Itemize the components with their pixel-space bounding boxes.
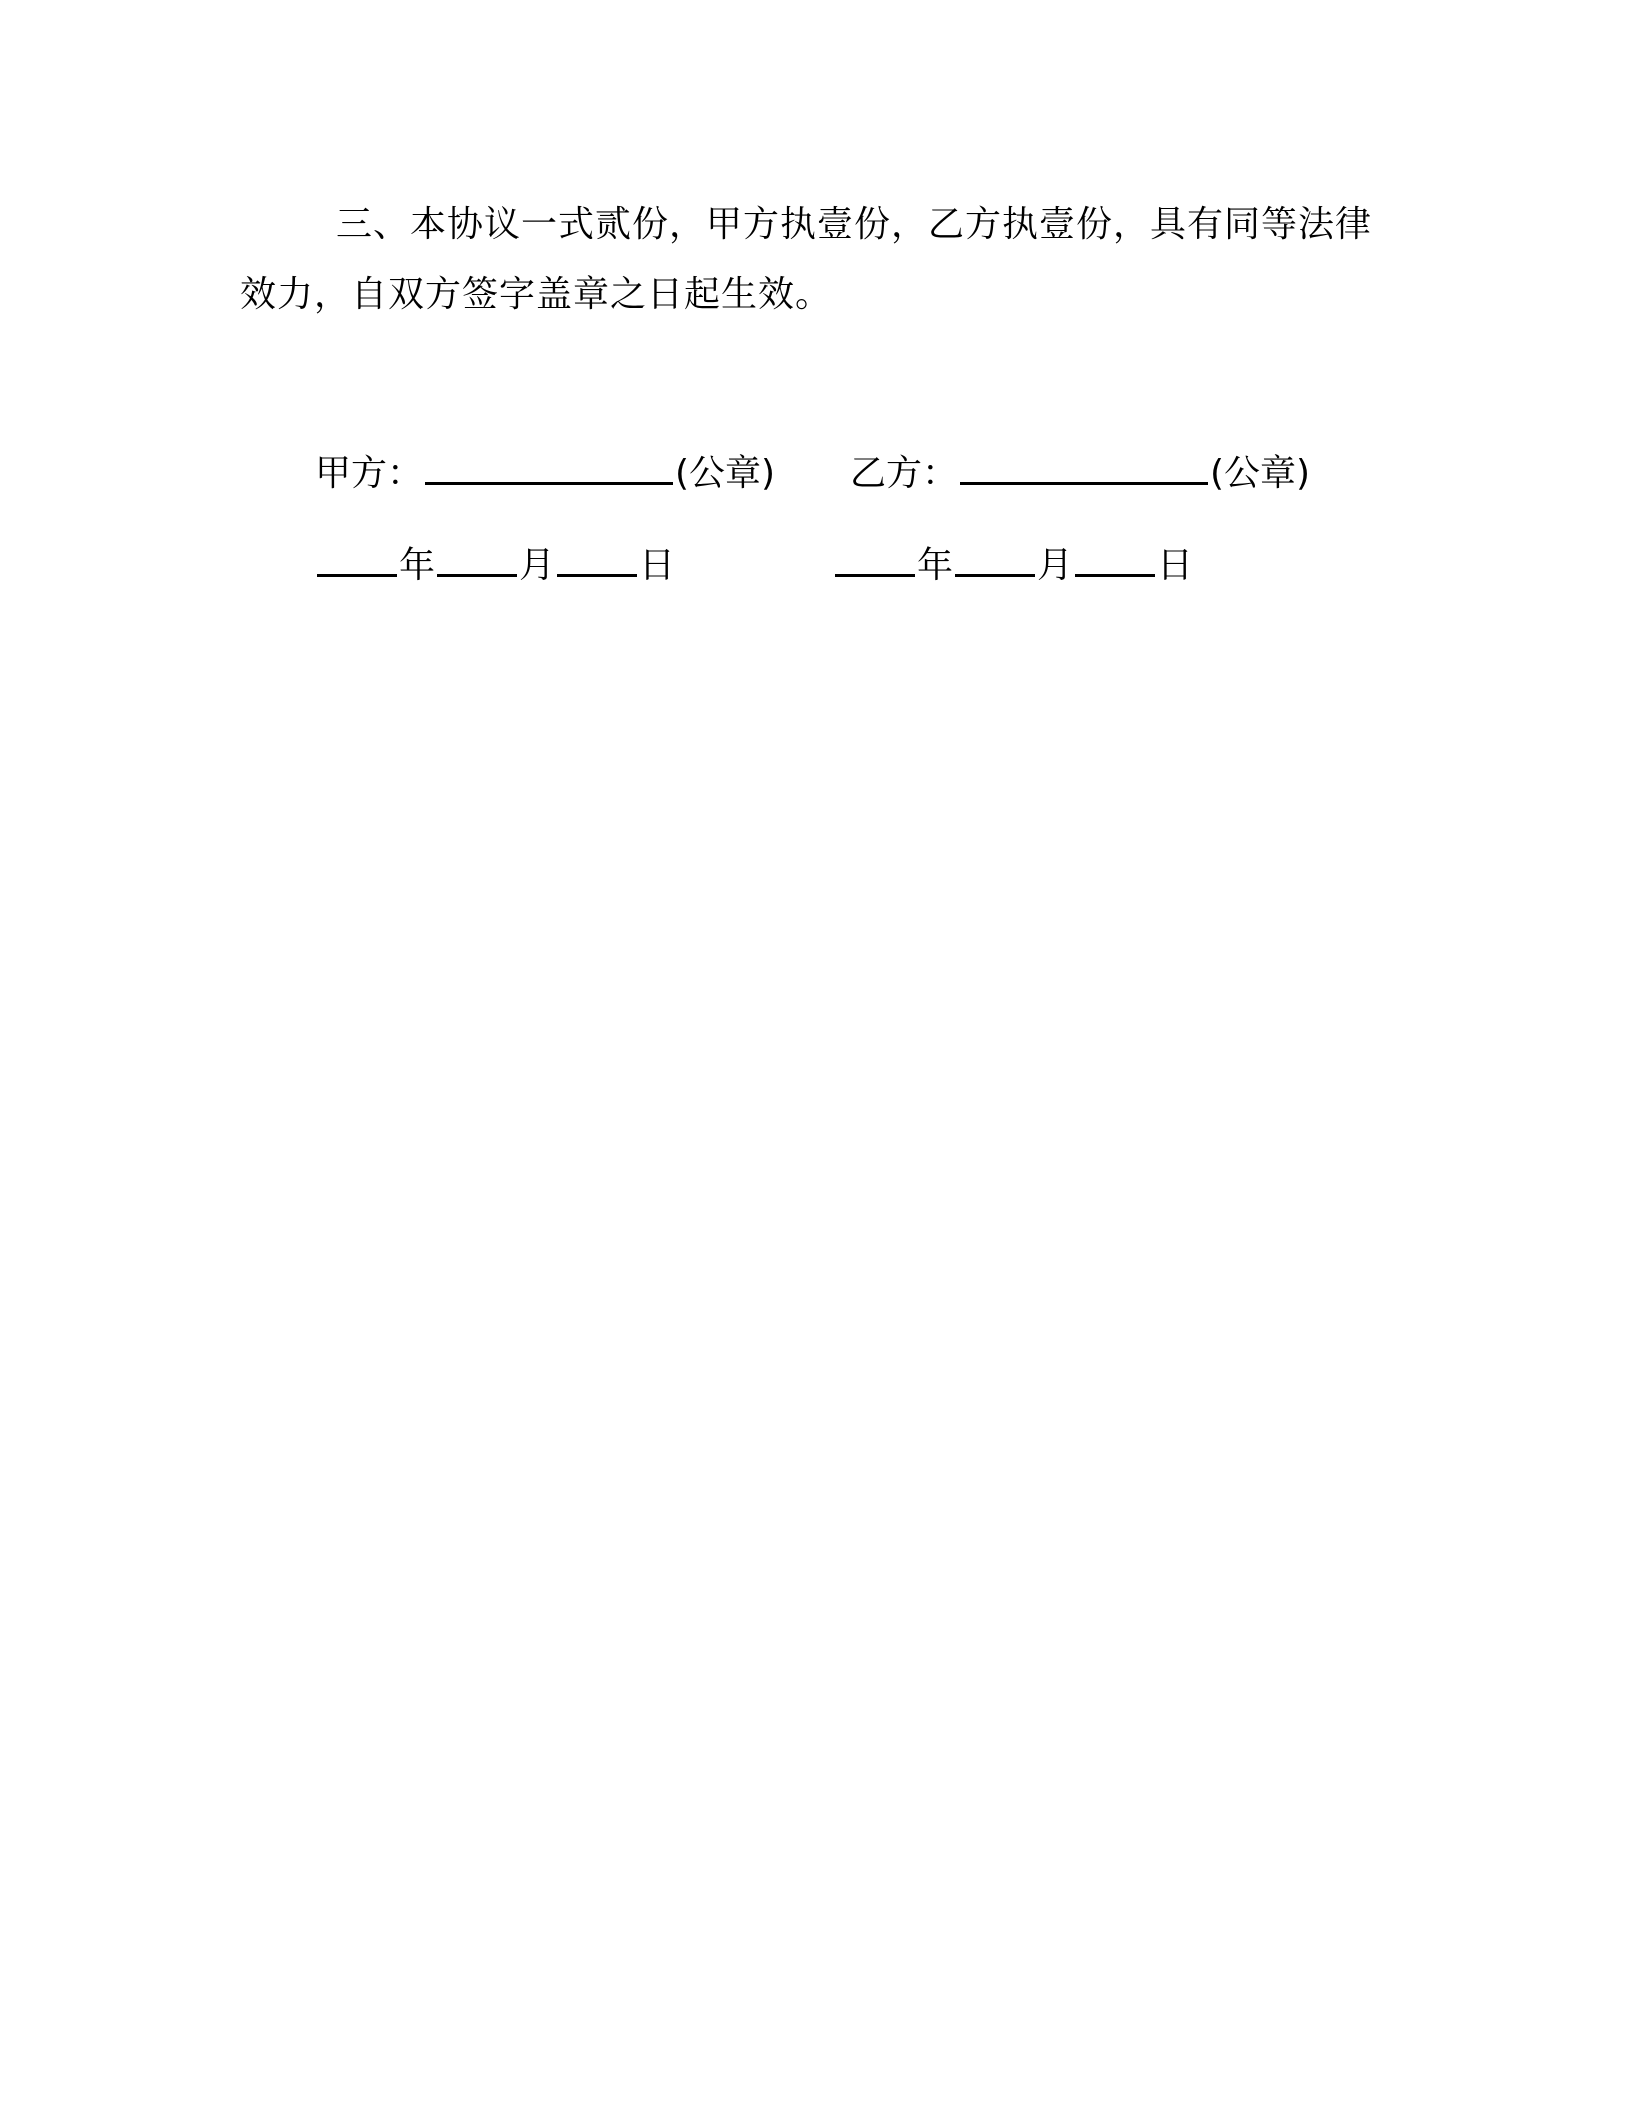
day-unit: 日 xyxy=(639,545,676,586)
party-a-blank xyxy=(425,448,673,485)
month-unit: 月 xyxy=(519,545,556,586)
year-unit: 年 xyxy=(917,545,954,586)
month-blank xyxy=(437,540,517,577)
month-blank xyxy=(955,540,1035,577)
party-b-blank xyxy=(960,448,1208,485)
party-a-seal: (公章) xyxy=(675,453,776,494)
party-b-date-line xyxy=(833,540,1193,590)
day-blank xyxy=(557,540,637,577)
month-unit: 月 xyxy=(1037,545,1074,586)
day-blank xyxy=(1075,540,1155,577)
party-a-date-line xyxy=(315,540,675,590)
day-unit: 日 xyxy=(1157,545,1194,586)
year-blank xyxy=(835,540,915,577)
party-a-signature-line xyxy=(315,448,775,498)
party-a-label: 甲方： xyxy=(315,453,424,494)
year-unit: 年 xyxy=(399,545,436,586)
party-b-seal: (公章) xyxy=(1210,453,1311,494)
year-blank xyxy=(317,540,397,577)
party-b-signature-line xyxy=(850,448,1310,498)
party-b-label: 乙方： xyxy=(850,453,959,494)
clause-paragraph: 三、本协议一式贰份，甲方执壹份，乙方执壹份，具有同等法律效力，自双方签字盖章之日起生效。 xyxy=(240,204,1373,315)
